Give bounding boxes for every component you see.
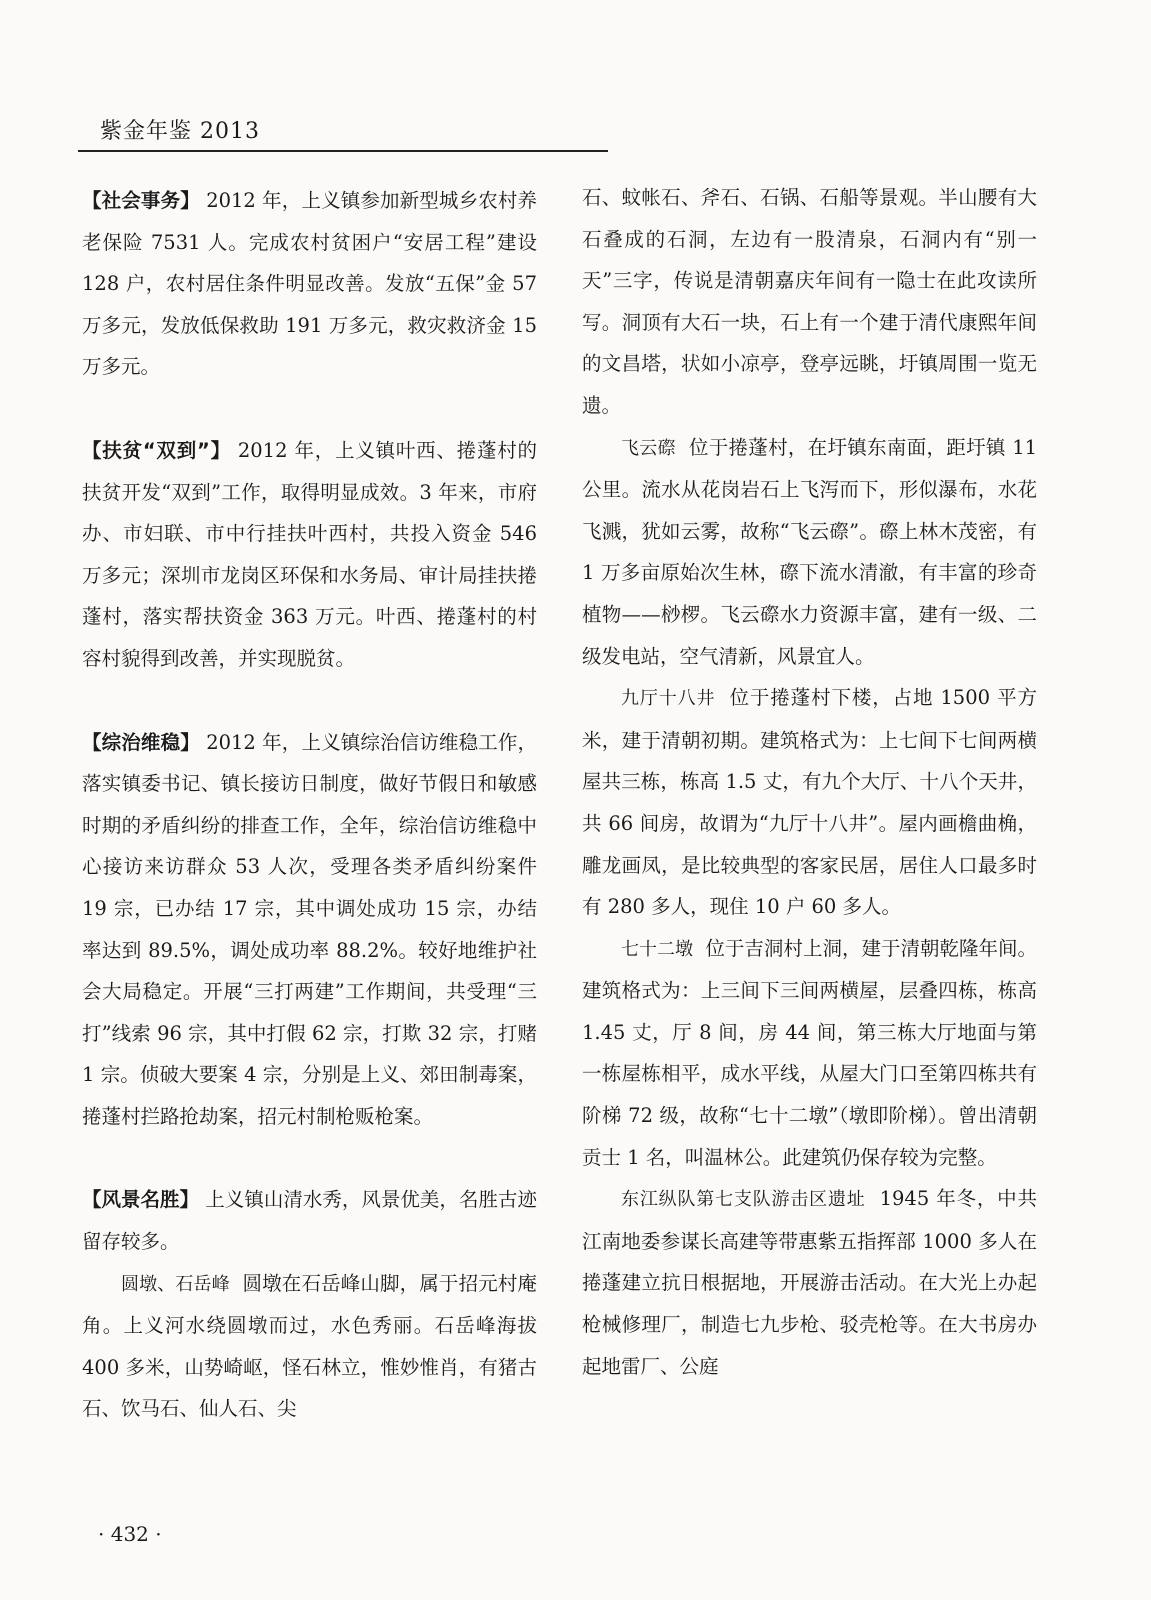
section-body: 2012 年，上义镇参加新型城乡农村养老保险 7531 人。完成农村贫困户“安居工程”建设 128 户，农村居住条件明显改善。发放“五保”金 57 万多元，发放低保救助 191 万多元，救灾救济金 15 万多元。 — [82, 189, 537, 379]
section-poverty — [82, 430, 537, 680]
header-rule — [78, 150, 608, 152]
entry-title: 圆墩、石岳峰 — [121, 1273, 230, 1295]
section-body: 2012 年，上义镇综治信访维稳工作，落实镇委书记、镇长接访日制度，做好节假日和敏感时期的矛盾纠纷的排查工作，全年，综治信访维稳中心接访来访群众 53 人次，受理各类矛盾纠纷案件 19 宗，已办结 17 宗，其中调处成功 15 宗，办结率达到 89.5%，调处成功率 88.2%。较好地维护社会大局稳定。开展“三打两建”工作期间，共受理“三打”线索 96 宗，其中打假 62 宗，打欺 32 宗，打赌 1 宗。侦破大要案 4 宗，分别是上义、郊田制毒案，捲蓬村拦路抢劫案，招元村制枪贩枪案。 — [82, 730, 537, 1128]
entry-body: 位于捲蓬村下楼，占地 1500 平方米，建于清朝初期。建筑格式为：上七间下七间两横屋共三栋，栋高 1.5 丈，有九个大厅、十八个天井，共 66 间房，故谓为“九厅十八井”。屋内画檐曲桷，雕龙画凤，是比较典型的客家民居，居住人口最多时有 280 多人，现住 10 户 60 多人。 — [582, 686, 1037, 919]
entry-body: 圆墩在石岳峰山脚，属于招元村庵角。上义河水绕圆墩而过，水色秀丽。石岳峰海拔 400 多米，山势崎岖，怪石林立，惟妙惟肖，有猪古石、饮马石、仙人石、尖 — [82, 1271, 537, 1421]
section-title: 【综治维稳】 — [82, 730, 200, 754]
entry-jiuting — [582, 677, 1037, 928]
entry-body: 1945 年冬，中共江南地委参谋长高建等带惠紫五指挥部 1000 多人在捲蓬建立抗日根据地，开展游击活动。在大光上办起枪械修理厂，制造七九步枪、驳壳枪等。在大书房办起地雷厂、公庭 — [582, 1187, 1038, 1378]
section-scenic — [82, 1179, 537, 1262]
right-column — [582, 177, 1037, 1387]
running-header: 紫金年鉴 2013 — [100, 119, 260, 144]
left-column — [82, 180, 537, 1430]
entry-title: 东江纵队第七支队游击区遗址 — [621, 1189, 866, 1211]
section-social — [82, 180, 537, 388]
entry-qishier — [582, 928, 1037, 1179]
section-body: 2012 年，上义镇叶西、捲蓬村的扶贫开发“双到”工作，取得明显成效。3 年来，市府办、市妇联、市中行挂扶叶西村，共投入资金 546 万多元；深圳市龙岗区环保和水务局、审计局挂扶捲蓬村，落实帮扶资金 363 万元。叶西、捲蓬村的村容村貌得到改善，并实现脱贫。 — [82, 438, 537, 670]
section-title: 【社会事务】 — [82, 189, 200, 212]
entry-body: 位于吉洞村上洞，建于清朝乾隆年间。建筑格式为：上三间下三间两横屋，层叠四栋，栋高 1.45 丈，厅 8 间，房 44 间，第三栋大厅地面与第一栋屋栋相平，成水平线，从屋大门口至第四栋共有阶梯 72 级，故称“七十二墩”（墩即阶梯）。曾出清朝贡士 1 名，叫温林公。此建筑仍保存较为完整。 — [582, 936, 1037, 1169]
entry-yuandun-continued: 石、蚊帐石、斧石、石锅、石船等景观。半山腰有大石叠成的石洞，左边有一股清泉，石洞内有“别一天”三字，传说是清朝嘉庆年间有一隐士在此攻读所写。洞顶有大石一块，石上有一个建于清代康熙年间的文昌塔，状如小凉亭，登亭远眺，圩镇周围一览无遗。 — [582, 186, 1037, 417]
spacer — [82, 680, 537, 722]
entry-feiyun — [582, 427, 1037, 678]
entry-title: 七十二墩 — [621, 938, 694, 960]
spacer — [82, 1137, 537, 1179]
section-body: 上义镇山清水秀，风景优美，名胜古迹留存较多。 — [82, 1188, 537, 1254]
entry-dongjiang — [582, 1178, 1037, 1387]
section-title: 【风景名胜】 — [82, 1188, 200, 1212]
spacer — [82, 388, 537, 430]
page-number: · 432 · — [98, 1522, 162, 1546]
section-stability — [82, 722, 537, 1138]
entry-yuandun — [82, 1263, 537, 1430]
section-title: 【扶贫“双到”】 — [82, 438, 231, 462]
entry-body: 位于捲蓬村，在圩镇东南面，距圩镇 11 公里。流水从花岗岩石上飞泻而下，形似瀑布，水花飞溅，犹如云雾，故称“飞云磜”。磜上林木茂密，有 1 万多亩原始次生林，磜下流水清澈，有丰富的珍奇植物——桫椤。飞云磜水力资源丰富，建有一级、二级发电站，空气清新，风景宜人。 — [582, 435, 1038, 668]
entry-title: 九厅十八井 — [621, 688, 716, 710]
entry-title: 飞云磜 — [621, 437, 676, 459]
